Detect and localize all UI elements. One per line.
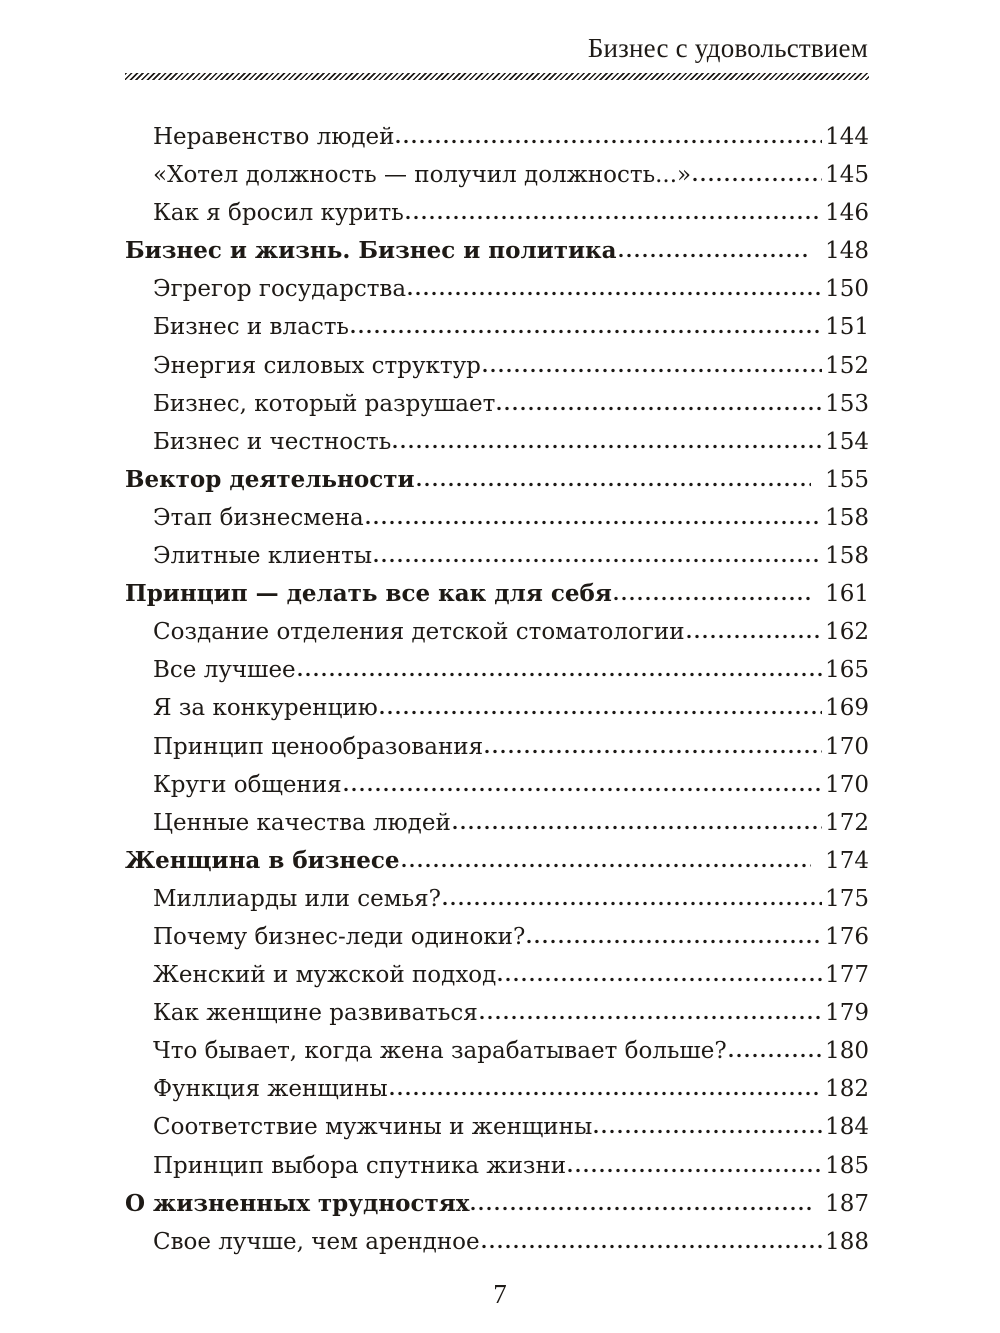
table-of-contents <box>125 118 869 1261</box>
toc-section-entry <box>125 423 869 461</box>
toc-section-entry <box>125 308 869 346</box>
toc-section-entry <box>125 270 869 308</box>
toc-entry-page: 188 <box>825 1228 869 1255</box>
toc-section-entry <box>125 1070 869 1108</box>
dot-leader <box>527 939 822 944</box>
dot-leader <box>351 329 822 334</box>
dot-leader <box>687 634 823 639</box>
toc-entry-title: Принцип — делать все как для себя <box>125 580 612 608</box>
toc-section-entry <box>125 728 869 766</box>
dot-leader <box>614 596 811 601</box>
toc-section-entry <box>125 880 869 918</box>
toc-entry-page: 185 <box>825 1152 869 1179</box>
toc-entry-title: Энергия силовых структур <box>153 352 481 379</box>
toc-entry-title: Миллиарды или семья? <box>153 885 441 912</box>
dot-leader <box>374 558 822 563</box>
toc-entry-page: 152 <box>825 352 869 379</box>
toc-entry-page: 174 <box>825 847 869 874</box>
dot-leader <box>298 672 822 677</box>
toc-entry-title: Все лучшее <box>153 657 296 684</box>
toc-entry-page: 177 <box>825 962 869 989</box>
toc-section-entry <box>125 766 869 804</box>
toc-entry-page: 145 <box>825 162 869 189</box>
toc-entry-title: Бизнес и власть <box>153 314 349 341</box>
toc-entry-title: Почему бизнес-леди одиноки? <box>153 923 526 950</box>
toc-entry-page: 146 <box>825 200 869 227</box>
toc-entry-title: Что бывает, когда жена зарабатывает больше? <box>153 1038 727 1065</box>
toc-section-entry <box>125 1147 869 1185</box>
toc-entry-page: 179 <box>825 1000 869 1027</box>
toc-entry-title: Создание отделения детской стоматологии <box>153 619 685 646</box>
toc-entry-page: 169 <box>825 695 869 722</box>
toc-entry-page: 170 <box>825 771 869 798</box>
dot-leader <box>485 749 822 754</box>
toc-section-entry <box>125 956 869 994</box>
toc-entry-title: Вектор деятельности <box>125 465 415 493</box>
toc-section-entry <box>125 994 869 1032</box>
toc-entry-page: 162 <box>825 619 869 646</box>
toc-entry-page: 148 <box>825 238 869 265</box>
toc-entry-page: 175 <box>825 885 869 912</box>
dot-leader <box>482 1244 822 1249</box>
toc-section-entry <box>125 537 869 575</box>
toc-section-entry <box>125 118 869 156</box>
toc-entry-title: Этап бизнесмена <box>153 504 364 531</box>
toc-section-entry <box>125 689 869 727</box>
toc-entry-title: Принцип выбора спутника жизни <box>153 1152 567 1179</box>
toc-entry-title: Неравенство людей <box>153 124 395 150</box>
toc-entry-title: Женщина в бизнесе <box>125 846 400 874</box>
page-number: 7 <box>493 1279 507 1309</box>
dot-leader <box>443 901 822 906</box>
toc-entry-page: 150 <box>825 276 869 303</box>
dot-leader <box>390 1091 822 1096</box>
toc-section-entry <box>125 918 869 956</box>
toc-entry-title: Я за конкуренцию <box>153 695 378 722</box>
dot-leader <box>380 710 822 715</box>
toc-section-entry <box>125 804 869 842</box>
toc-entry-page: 165 <box>825 657 869 684</box>
toc-section-entry <box>125 156 869 194</box>
toc-chapter-entry <box>125 842 869 880</box>
toc-entry-title: Ценные качества людей <box>153 809 451 836</box>
dot-leader <box>471 1206 811 1211</box>
dot-leader <box>480 1015 822 1020</box>
toc-entry-title: Круги общения <box>153 771 342 798</box>
toc-section-entry <box>125 651 869 689</box>
dot-leader <box>594 1129 822 1134</box>
toc-entry-title: Бизнес и жизнь. Бизнес и политика <box>125 237 617 265</box>
toc-entry-title: Женский и мужской подход <box>153 962 497 989</box>
toc-section-entry <box>125 194 869 232</box>
toc-section-entry <box>125 1032 869 1070</box>
dot-leader <box>417 482 812 487</box>
dot-leader <box>498 977 822 982</box>
toc-chapter-entry <box>125 575 869 613</box>
toc-entry-page: 180 <box>825 1038 869 1065</box>
toc-entry-page: 155 <box>825 466 869 493</box>
toc-section-entry <box>125 347 869 385</box>
dot-leader <box>344 787 822 792</box>
header-hatched-rule <box>125 73 869 80</box>
dot-leader <box>483 368 822 373</box>
toc-entry-page: 161 <box>825 581 869 608</box>
toc-entry-page: 182 <box>825 1076 869 1103</box>
toc-entry-title: «Хотел должность — получил должность...» <box>153 162 692 189</box>
running-head-title: Бизнес с удовольствием <box>587 33 868 63</box>
toc-entry-page: 176 <box>825 923 869 950</box>
toc-entry-title: Функция женщины <box>153 1076 388 1103</box>
dot-leader <box>402 863 812 868</box>
toc-section-entry <box>125 1223 869 1261</box>
toc-section-entry <box>125 385 869 423</box>
toc-entry-title: Принцип ценообразования <box>153 733 484 760</box>
dot-leader <box>453 825 822 830</box>
toc-entry-title: Бизнес, который разрушает <box>153 390 496 417</box>
toc-entry-title: Бизнес и честность <box>153 428 392 455</box>
toc-entry-title: Эгрегор государства <box>153 276 407 303</box>
toc-entry-title: Элитные клиенты <box>153 543 373 570</box>
toc-entry-title: Соответствие мужчины и женщины <box>153 1114 593 1141</box>
dot-leader <box>396 139 822 144</box>
toc-entry-page: 170 <box>825 733 869 760</box>
toc-section-entry <box>125 1108 869 1146</box>
dot-leader <box>729 1053 822 1058</box>
dot-leader <box>408 291 822 296</box>
toc-entry-page: 144 <box>825 124 869 150</box>
dot-leader <box>619 253 812 258</box>
toc-chapter-entry <box>125 461 869 499</box>
toc-chapter-entry <box>125 1185 869 1223</box>
toc-entry-title: О жизненных трудностях <box>125 1189 470 1217</box>
dot-leader <box>393 444 822 449</box>
toc-entry-page: 151 <box>825 314 869 341</box>
toc-section-entry <box>125 613 869 651</box>
toc-entry-title: Свое лучше, чем арендное <box>153 1228 480 1255</box>
toc-entry-page: 187 <box>825 1190 869 1217</box>
toc-entry-title: Как женщине развиваться <box>153 1000 478 1027</box>
dot-leader <box>693 177 822 182</box>
toc-entry-title: Как я бросил курить <box>153 200 404 227</box>
toc-entry-page: 158 <box>825 504 869 531</box>
toc-entry-page: 153 <box>825 390 869 417</box>
dot-leader <box>568 1168 822 1173</box>
toc-section-entry <box>125 499 869 537</box>
dot-leader <box>497 406 822 411</box>
toc-entry-page: 154 <box>825 428 869 455</box>
toc-chapter-entry <box>125 232 869 270</box>
dot-leader <box>406 215 822 220</box>
toc-entry-page: 158 <box>825 543 869 570</box>
dot-leader <box>366 520 822 525</box>
toc-entry-page: 184 <box>825 1114 869 1141</box>
toc-entry-page: 172 <box>825 809 869 836</box>
